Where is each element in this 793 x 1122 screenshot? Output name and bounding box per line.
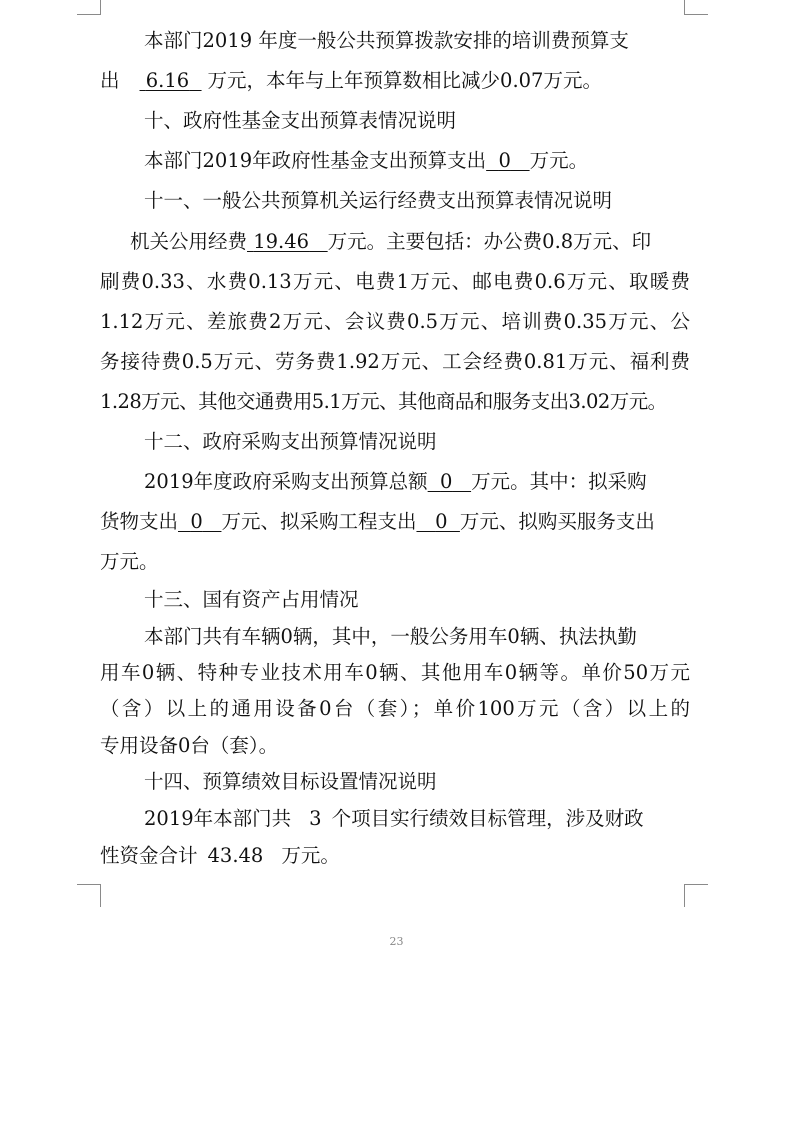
crop-mark-bottom-left: [77, 884, 101, 907]
performance-amount: 43.48: [207, 844, 264, 867]
fund-amount: 0: [498, 149, 511, 172]
heading-11: 十一、一般公共预算机关运行经费支出预算表情况说明: [144, 189, 613, 212]
para-assets-line-4: 专用设备0台（套）。: [100, 734, 279, 757]
crop-mark-top-right: [684, 0, 708, 15]
para-performance-line-1: 2019年本部门共 3 个项目实行绩效目标管理，涉及财政: [144, 807, 644, 830]
para-training-line-1: [144, 28, 690, 54]
procurement-total: 0: [440, 470, 453, 493]
para-assets-line-3: （含）以上的通用设备0台（套）；单价100万元（含）以上的: [100, 697, 690, 720]
para-procurement-line-3: 万元。: [100, 550, 159, 573]
para-procurement-line-2: 货物支出 0 万元、拟采购工程支出 0 万元、拟购买服务支出: [100, 510, 655, 533]
procurement-works: 0: [435, 510, 448, 533]
para-operating-line-3: 1.12万元、差旅费2万元、会议费0.5万元、培训费0.35万元、公: [100, 310, 690, 333]
para-operating-line-4: 务接待费0.5万元、劳务费1.92万元、工会经费0.81万元、福利费: [100, 350, 690, 373]
training-amount: 6.16: [145, 69, 190, 92]
heading-10: 十、政府性基金支出预算表情况说明: [144, 109, 457, 132]
para-assets-line-2: 用车0辆、特种专业技术用车0辆、其他用车0辆等。单价50万元: [100, 661, 690, 684]
heading-13: 十三、国有资产占用情况: [144, 588, 359, 611]
para-operating-line-2: 刷费0.33、水费0.13万元、电费1万元、邮电费0.6万元、取暖费: [100, 270, 690, 293]
para-fund: 本部门2019年政府性基金支出预算支出 0 万元。: [144, 149, 589, 172]
para-operating-line-1: 机关公用经费 19.46 万元。主要包括：办公费0.8万元、印: [130, 230, 652, 253]
para-assets-line-1: 本部门共有车辆0辆，其中，一般公务用车0辆、执法执勤: [144, 625, 637, 648]
para-procurement-line-1: 2019年度政府采购支出预算总额 0 万元。其中：拟采购: [144, 470, 647, 493]
para-training-text: 出: [100, 69, 120, 92]
heading-14: 十四、预算绩效目标设置情况说明: [144, 770, 437, 793]
crop-mark-top-left: [77, 0, 101, 15]
para-performance-line-2: 性资金合计 43.48 万元。: [100, 844, 340, 867]
para-operating-line-5: 1.28万元、其他交通费用5.1万元、其他商品和服务支出3.02万元。: [100, 390, 667, 413]
procurement-goods: 0: [190, 510, 203, 533]
para-training-line-2: [100, 68, 690, 94]
operating-amount: 19.46: [253, 230, 310, 253]
heading-12: 十二、政府采购支出预算情况说明: [144, 430, 437, 453]
para-training-text: 本部门2019 年度一般公共预算拨款安排的培训费预算支: [144, 29, 629, 52]
para-training-text: 万元，本年与上年预算数相比减少0.07万元。: [207, 69, 602, 92]
page-number: 23: [389, 935, 404, 948]
crop-mark-bottom-right: [684, 884, 708, 907]
project-count: 3: [309, 807, 322, 830]
